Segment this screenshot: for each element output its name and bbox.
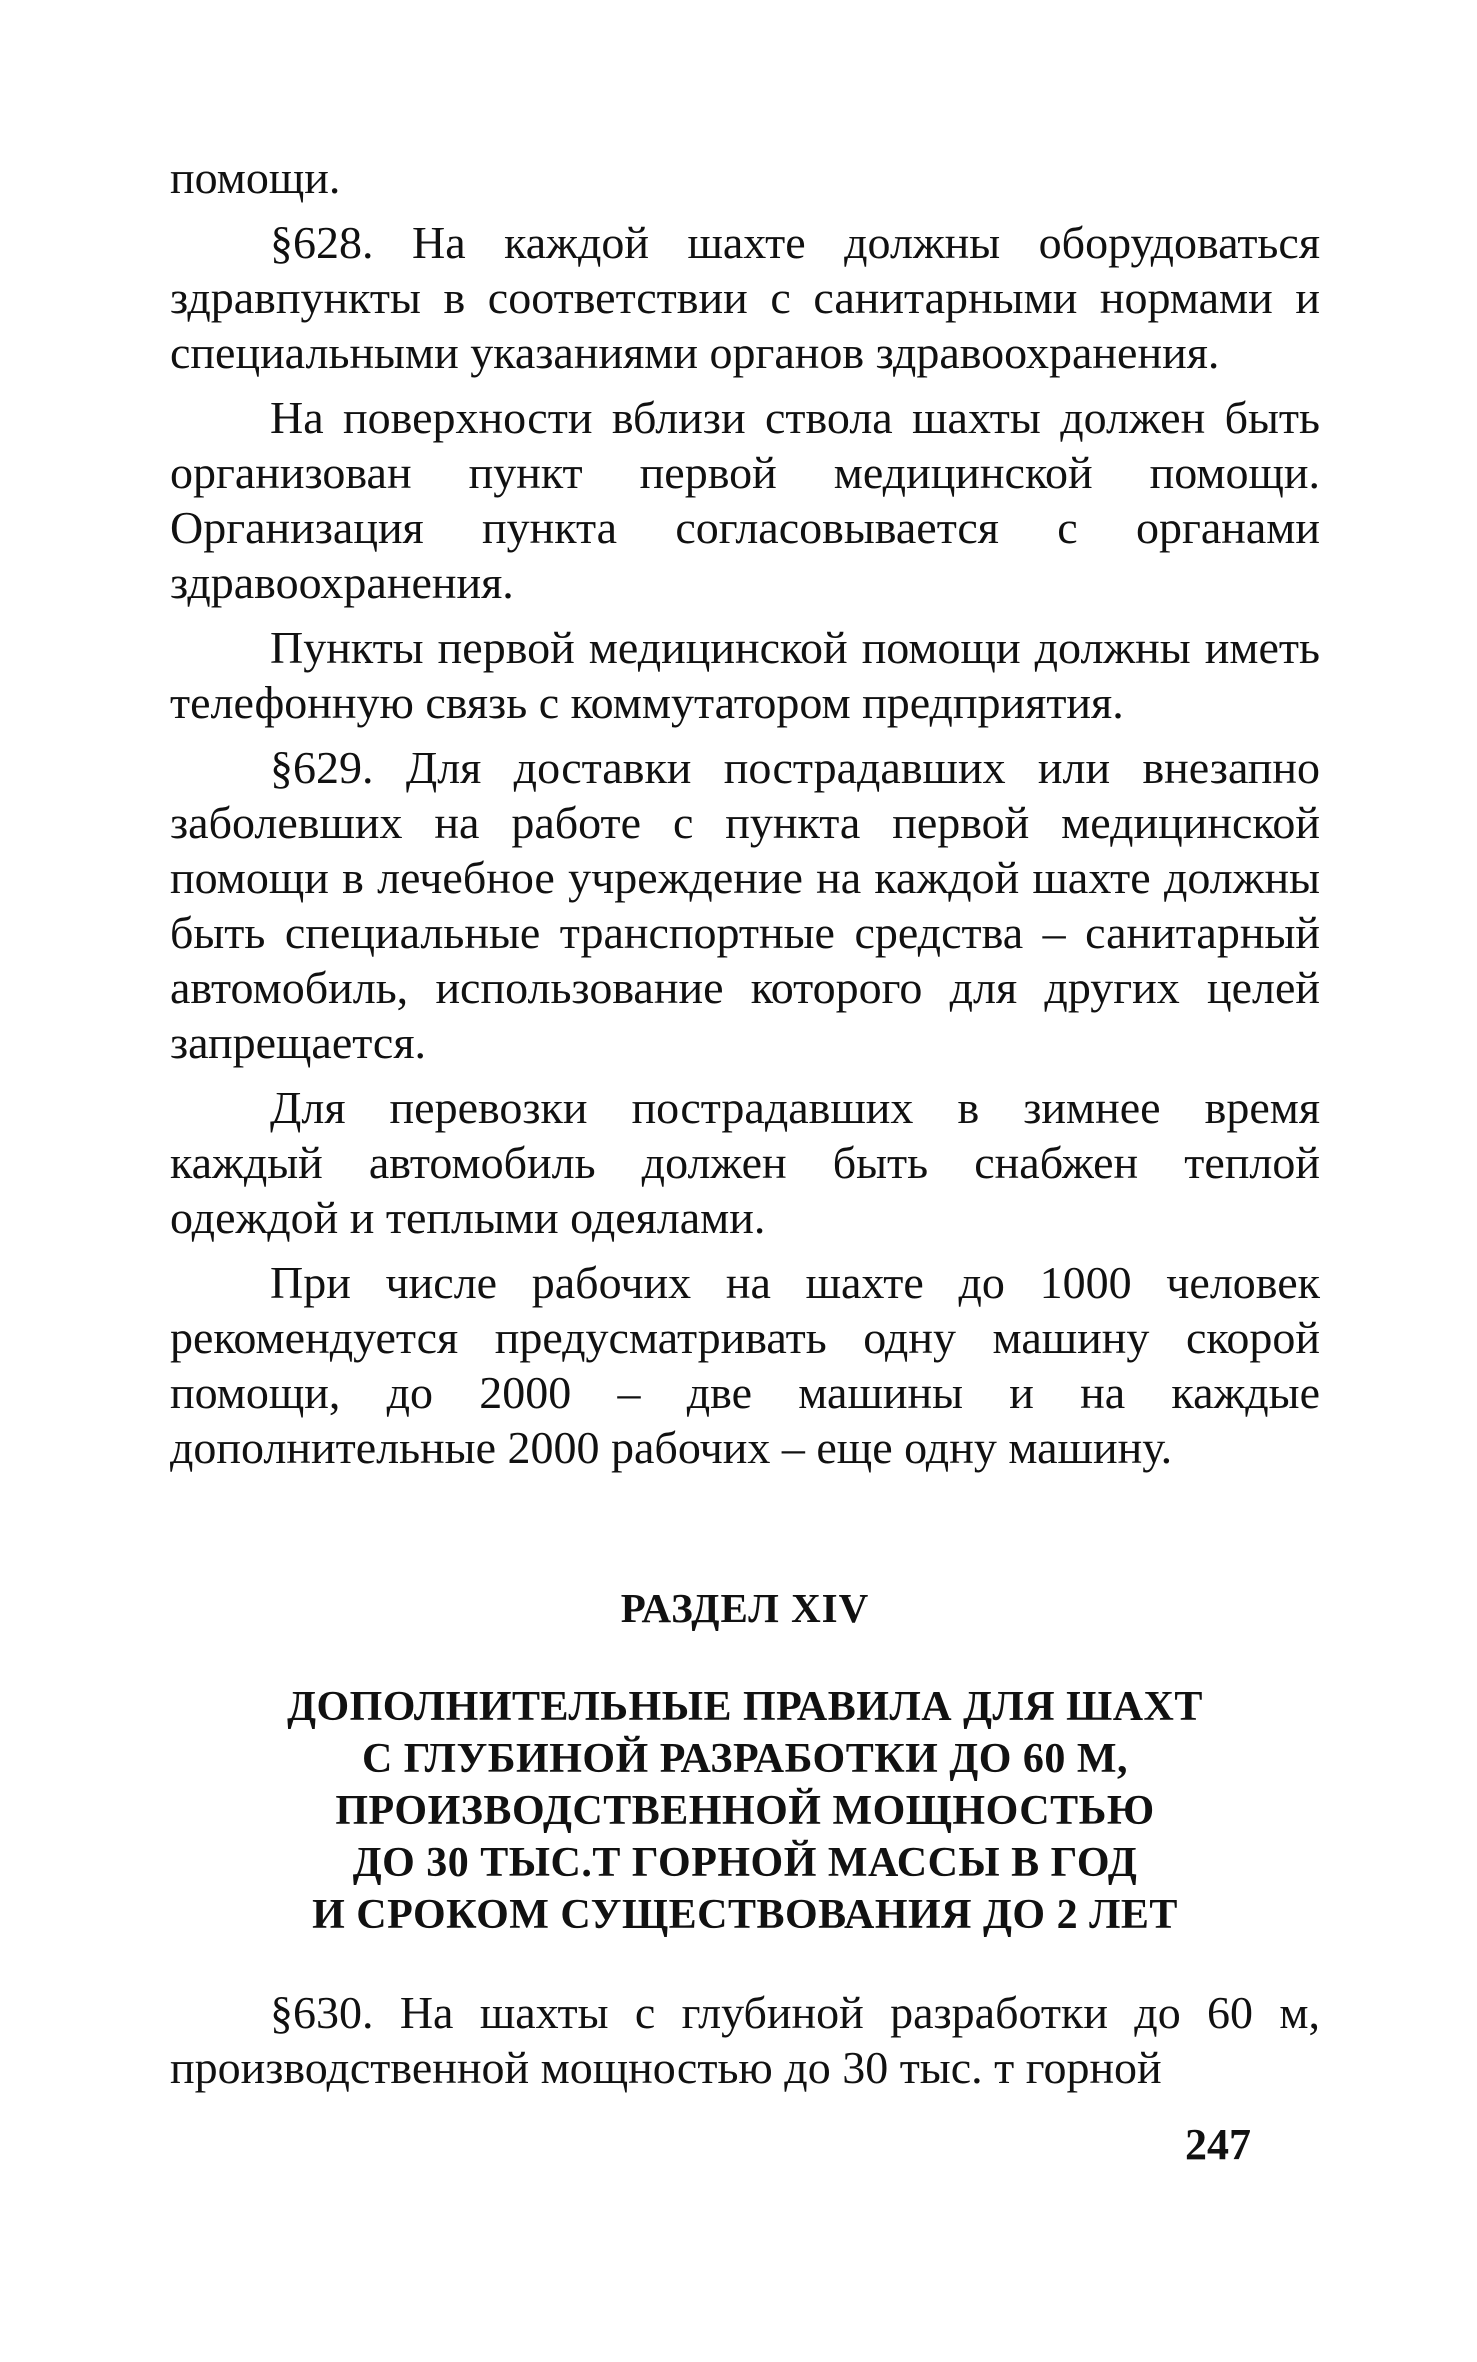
paragraph-630: §630. На шахты с глубиной разработки до 60 м, производственной мощностью до 30 тыс. т горной: [170, 1987, 1320, 2093]
section-heading: РАЗДЕЛ XIV: [620, 1585, 870, 1631]
section-title-line: И СРОКОМ СУЩЕСТВОВАНИЯ ДО 2 ЛЕТ: [312, 1892, 1178, 1938]
section-title-line: ДОПОЛНИТЕЛЬНЫЕ ПРАВИЛА ДЛЯ ШАХТ: [287, 1684, 1203, 1730]
section-title: [170, 1681, 1320, 1941]
paragraph-winter-transport: Для перевозки пострадавших в зимнее время каждый автомобиль должен быть снабжен теплой одеждой и теплыми одеялами.: [170, 1082, 1320, 1243]
paragraph-628: §628. На каждой шахте должны оборудоваться здравпункты в соответствии с санитарными нормами и специальными указаниями органов здравоохранения.: [170, 217, 1320, 378]
document-page: [170, 150, 1320, 2105]
page-number: 247: [1185, 2120, 1251, 2169]
section-title-line: ПРОИЗВОДСТВЕННОЙ МОЩНОСТЬЮ: [335, 1788, 1155, 1834]
section-title-line: ДО 30 ТЫС.Т ГОРНОЙ МАССЫ В ГОД: [352, 1840, 1138, 1886]
paragraph-ambulance-count: При числе рабочих на шахте до 1000 человек рекомендуется предусматривать одну машину скорой помощи, до 2000 – две машины и на каждые дополнительные 2000 рабочих – еще одну машину.: [170, 1257, 1320, 1473]
paragraph-telephone: Пункты первой медицинской помощи должны иметь телефонную связь с коммутатором предприятия.: [170, 622, 1320, 728]
paragraph-629: §629. Для доставки пострадавших или внезапно заболевших на работе с пункта первой медицинской помощи в лечебное учреждение на каждой шахте должны быть специальные транспортные средства – санитарный автомобиль, использование которого для других целей запрещается.: [170, 742, 1320, 1068]
paragraph-first-aid-point: На поверхности вблизи ствола шахты должен быть организован пункт первой медицинской помощи. Организация пункта согласовывается с органами здравоохранения.: [170, 392, 1320, 608]
paragraph-continuation: помощи.: [170, 152, 341, 203]
section-title-line: С ГЛУБИНОЙ РАЗРАБОТКИ ДО 60 М,: [361, 1736, 1129, 1782]
